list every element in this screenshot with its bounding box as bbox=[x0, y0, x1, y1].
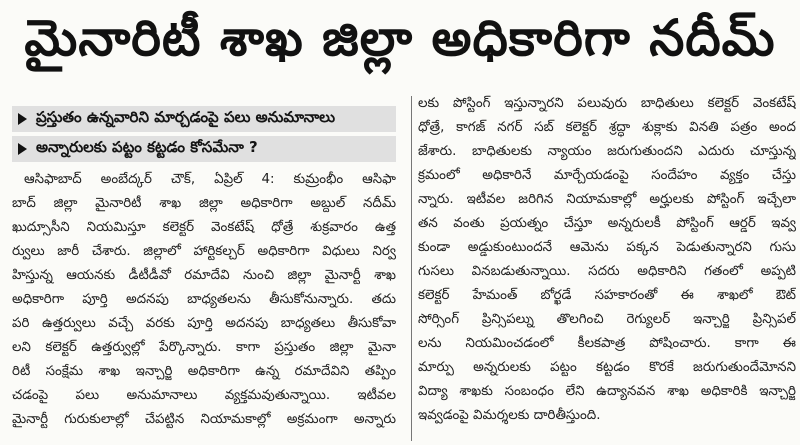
subhead-1 bbox=[12, 106, 396, 132]
column-divider bbox=[411, 96, 412, 441]
article-body-left bbox=[12, 168, 396, 432]
body-line: తన వంతు ప్రయత్నం చేస్తూ అన్నరులకీ పోస్టింగ్ ఆర్డర్ ఇవ్వ bbox=[418, 216, 796, 231]
body-line: లని కలెక్టర్ ఉత్తర్వుల్లో పేర్కొన్నారు. కాగా ప్రస్తుతం జిల్లా మైనా bbox=[12, 340, 396, 355]
body-line: జేశారు. బాధితులకు న్యాయం జరుగుతుందని ఎదురు చూస్తున్న bbox=[418, 144, 796, 159]
body-line: విద్యా శాఖకు సంబంధం లేని ఉద్యానవన శాఖ అధికారికి ఇన్చార్జి bbox=[418, 384, 796, 399]
body-line: కలెక్టర్ హేమంత్ బోర్ఖడే సహకారంతో ఈ శాఖలో ఔట్ bbox=[418, 288, 796, 303]
body-line: ర్వులు జారీ చేశారు. జిల్లాలో హార్టికల్చర్ అధికారిగా విధులు నిర్వ bbox=[12, 244, 396, 259]
body-line: గుసలు వినబడుతున్నాయి. సదరు అధికారిని గతంలో అప్పటి bbox=[418, 264, 796, 279]
headline: మైనారిటీ శాఖ జిల్లా అధికారిగా నదీమ్ bbox=[24, 8, 776, 67]
body-line: న్నారు. ఇటీవల జరిగిన నియామకాల్లో అర్హులకు పోస్టింగ్ ఇచ్చేలా bbox=[418, 192, 796, 207]
body-line: సోర్సింగ్ ప్రిన్సిపల్ను తొలగించి రెగ్యులర్ ఇన్చార్జి ప్రిన్సిపల్ bbox=[418, 312, 796, 327]
body-line: క్రమంలో అధికారినే మార్చేయడంపై సందేహం వ్యక్తం చేస్తు bbox=[418, 168, 796, 183]
body-line: లను నియమించడంలో కీలకపాత్ర పోషించారు. కాగా ఈ bbox=[418, 336, 796, 351]
triangle-bullet-icon bbox=[18, 143, 27, 155]
body-line: కుండా అడ్డుకుంటుందనే ఆమెను పక్కన పెడుతున్నారని గుసు bbox=[418, 240, 796, 255]
body-line: అధికారిగా పూర్తి అదనపు బాధ్యతలను తీసుకోనున్నారు. తదు bbox=[12, 292, 396, 307]
article-body-right bbox=[418, 92, 796, 428]
body-line: హిస్తున్న ఆయనకు డీటీడీవో రమాదేవి నుంచి జిల్లా మైనార్టీ శాఖ bbox=[12, 268, 396, 283]
body-line: ఖుద్సూసీని నియమిస్తూ కలెక్టర్ వెంకటేష్ ధోత్రే శుక్రవారం ఉత్త bbox=[12, 220, 396, 235]
left-column bbox=[0, 92, 406, 445]
body-line: మైనార్టీ గురుకులాల్లో చేపట్టిన నియామకాల్లో అక్రమంగా అన్నారు bbox=[12, 412, 396, 427]
body-line: ధోత్రే, కాగజ్ నగర్ సబ్ కలెక్టర్ శ్రద్ధా శుక్లాకు వినతి పత్రం అంద bbox=[418, 120, 796, 135]
triangle-bullet-icon bbox=[18, 113, 27, 125]
body-line: రిటీ సంక్షేమ శాఖ ఇన్చార్జి అధికారిగా ఉన్న రమాదేవిని తప్పిం bbox=[12, 364, 396, 379]
body-line: మార్పు అన్నరులకు పట్టం కట్టడం కొరకే జరుగుతుందేమోనని bbox=[418, 360, 796, 375]
subhead-2 bbox=[12, 136, 396, 162]
body-line: ఆసిఫాబాద్ అంబేద్కర్ చౌక్, ఏప్రిల్ 4: కుమ్రంభీం ఆసిఫా bbox=[24, 172, 396, 187]
body-line: బాద్ జిల్లా మైనారిటీ శాఖ జిల్లా అధికారిగా అబ్దుల్ నదీమ్ bbox=[12, 196, 396, 211]
body-line: ఇవ్వడంపై విమర్శలకు దారితీస్తుంది. bbox=[418, 408, 601, 423]
right-column bbox=[418, 92, 796, 445]
body-line: లకు పోస్టింగ్ ఇస్తున్నారని పలువురు బాధితులు కలెక్టర్ వెంకటేష్ bbox=[418, 96, 796, 111]
subhead-1-text: ప్రస్తుతం ఉన్నవారిని మార్చడంపై పలు అనుమానాలు bbox=[36, 108, 336, 126]
subhead-2-text: అన్నారులకు పట్టం కట్టడం కోసమేనా ? bbox=[36, 138, 258, 156]
body-line: చడంపై పలు అనుమానాలు వ్యక్తమవుతున్నాయి. ఇటీవల bbox=[12, 388, 396, 403]
body-line: పరి ఉత్తర్వులు వచ్చే వరకు పూర్తి అదనపు బాధ్యతలు తీసుకోవా bbox=[12, 316, 396, 331]
